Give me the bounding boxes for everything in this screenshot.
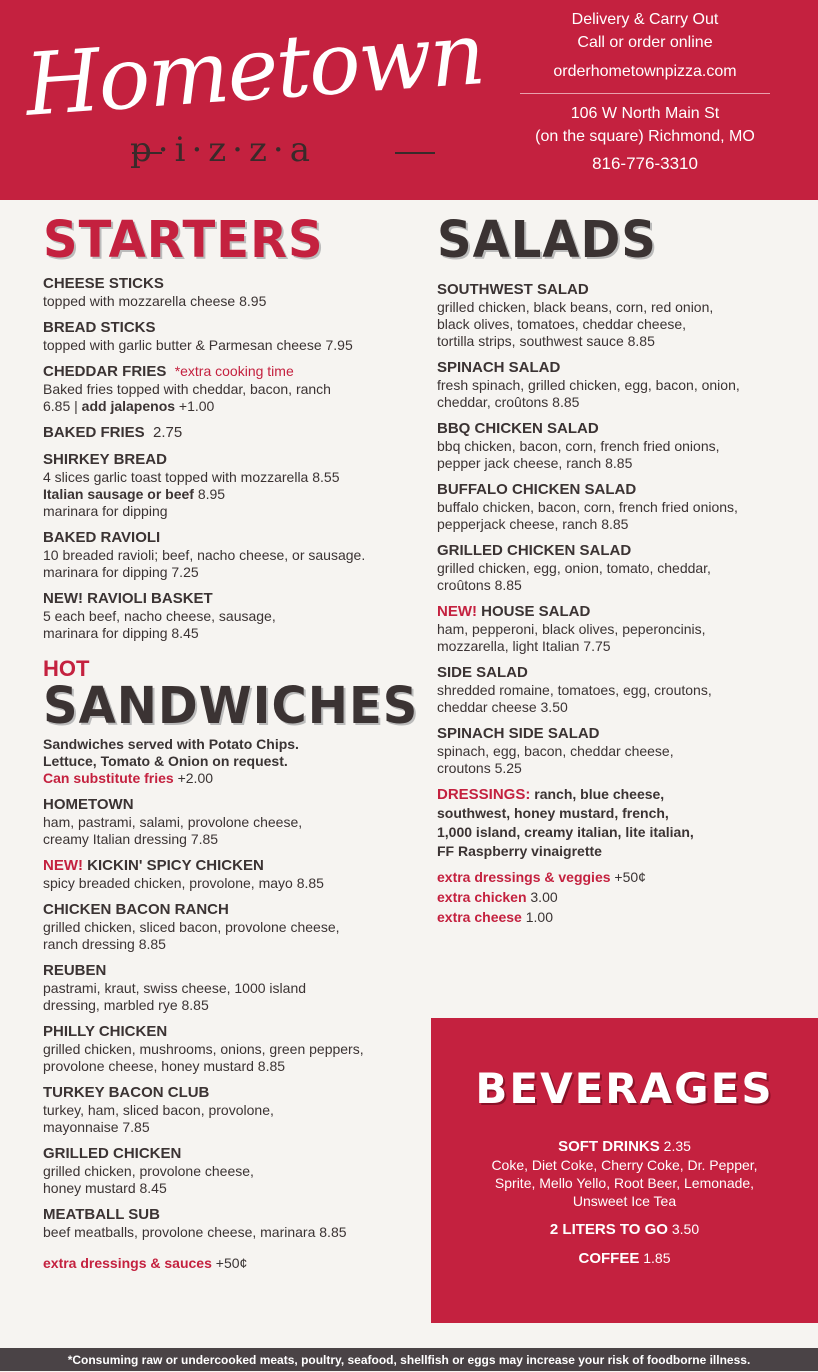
menu-item	[437, 480, 797, 533]
item-name: MEATBALL SUB	[43, 1206, 160, 1223]
menu-item	[43, 1144, 413, 1197]
liters-row	[431, 1220, 818, 1239]
item-desc-2	[43, 486, 413, 503]
item-addon-price: 8.95	[193, 486, 226, 502]
soft-drinks-list-1: Coke, Diet Coke, Cherry Coke, Dr. Pepper,	[491, 1157, 758, 1173]
item-desc: 5 each beef, nacho cheese, sausage,	[43, 608, 276, 624]
menu-item	[43, 528, 413, 581]
item-name: GRILLED CHICKEN SALAD	[437, 542, 632, 559]
extra-dressings: extra dressings & veggies	[437, 869, 611, 885]
liters-name: 2 LITERS TO GO	[549, 1221, 668, 1238]
item-desc-2: marinara for dipping 7.25	[43, 564, 199, 580]
item-desc-2: creamy Italian dressing 7.85	[43, 831, 219, 847]
item-name-row	[43, 423, 413, 442]
menu-item	[437, 724, 797, 777]
item-desc: beef meatballs, provolone cheese, marinara 8.85	[43, 1224, 347, 1240]
item-desc-2: pepper jack cheese, ranch 8.85	[437, 455, 633, 471]
item-desc-2: pepperjack cheese, ranch 8.85	[437, 516, 629, 532]
soft-drinks-list-3: Unsweet Ice Tea	[572, 1193, 677, 1209]
menu-item	[437, 419, 797, 472]
item-name-row	[43, 856, 413, 875]
menu-item	[43, 795, 413, 848]
substitute-text: Can substitute fries	[43, 770, 174, 786]
dressings-list-3: 1,000 island, creamy italian, lite italian,	[437, 824, 694, 840]
item-desc: fresh spinach, grilled chicken, egg, bacon, onion,	[437, 377, 740, 393]
item-desc-2: dressing, marbled rye 8.85	[43, 997, 209, 1013]
item-desc-2: croutons 5.25	[437, 760, 522, 776]
item-note: *extra cooking time	[174, 363, 294, 379]
item-desc-2: cheddar, croûtons 8.85	[437, 394, 580, 410]
item-desc-2	[43, 398, 413, 415]
menu-item	[43, 450, 413, 520]
extra-cheese: extra cheese	[437, 909, 522, 925]
item-name: SPINACH SIDE SALAD	[437, 725, 600, 742]
menu-item	[43, 900, 413, 953]
menu-item	[437, 358, 797, 411]
item-name: GRILLED CHICKEN	[43, 1145, 182, 1162]
menu-item	[43, 423, 413, 442]
item-price: 2.75	[153, 424, 183, 441]
item-desc: ham, pastrami, salami, provolone cheese,	[43, 814, 303, 830]
item-desc: grilled chicken, black beans, corn, red onion,	[437, 299, 714, 315]
extras-price: +50¢	[211, 1255, 248, 1271]
item-name: BREAD STICKS	[43, 319, 156, 336]
item-desc: grilled chicken, mushrooms, onions, green peppers,	[43, 1041, 364, 1057]
item-name: TURKEY BACON CLUB	[43, 1084, 210, 1101]
header-banner	[0, 0, 818, 200]
extra-chicken: extra chicken	[437, 889, 527, 905]
item-name: CHEESE STICKS	[43, 275, 164, 292]
item-name: SIDE SALAD	[437, 664, 528, 681]
item-desc: ham, pepperoni, black olives, peperoncinis,	[437, 621, 706, 637]
logo-pizza: p·i·z·z·a	[130, 130, 316, 170]
dressings-list-4: FF Raspberry vinaigrette	[437, 843, 602, 859]
salads-title: SALADS	[437, 210, 657, 270]
left-column	[43, 210, 419, 1271]
delivery-text: Delivery & Carry Out	[571, 11, 719, 28]
item-name: KICKIN' SPICY CHICKEN	[83, 857, 264, 874]
website-link[interactable]: orderhometownpizza.com	[553, 63, 737, 80]
coffee-price: 1.85	[639, 1250, 671, 1266]
item-desc: buffalo chicken, bacon, corn, french fried onions,	[437, 499, 738, 515]
extra-cheese-price: 1.00	[521, 909, 553, 925]
item-desc: 10 breaded ravioli; beef, nacho cheese, or sausage.	[43, 547, 366, 563]
menu-item	[43, 856, 413, 892]
salad-extra-2	[437, 887, 797, 907]
item-addon: Italian sausage or beef	[43, 486, 194, 502]
phone-number[interactable]: 816-776-3310	[592, 154, 698, 173]
address-line-2: (on the square) Richmond, MO	[535, 128, 755, 145]
item-desc: grilled chicken, sliced bacon, provolone cheese,	[43, 919, 340, 935]
item-desc: grilled chicken, provolone cheese,	[43, 1163, 254, 1179]
menu-item	[43, 1022, 413, 1075]
item-desc: turkey, ham, sliced bacon, provolone,	[43, 1102, 274, 1118]
soft-drinks-list-2: Sprite, Mello Yello, Root Beer, Lemonade,	[494, 1175, 755, 1191]
item-desc-2: black olives, tomatoes, cheddar cheese,	[437, 316, 687, 332]
item-desc-2: ranch dressing 8.85	[43, 936, 166, 952]
item-desc: topped with garlic butter & Parmesan cheese 7.95	[43, 337, 353, 353]
menu-item	[437, 602, 797, 655]
dressings-row	[437, 785, 797, 804]
menu-item	[43, 318, 413, 354]
item-desc-2: mozzarella, light Italian 7.75	[437, 638, 611, 654]
extras-text: extra dressings & sauces	[43, 1255, 212, 1271]
item-desc-2: honey mustard 8.45	[43, 1180, 167, 1196]
extra-dressings-price: +50¢	[610, 869, 646, 885]
beverages-panel	[431, 1018, 818, 1323]
liters-price: 3.50	[667, 1221, 700, 1237]
logo-rule-right	[395, 152, 435, 154]
item-addon-price: +1.00	[175, 398, 215, 414]
menu-item	[43, 589, 413, 642]
menu-item	[43, 961, 413, 1014]
salad-extra-3	[437, 907, 797, 927]
item-desc: shredded romaine, tomatoes, egg, croutons,	[437, 682, 712, 698]
sandwich-extras	[43, 1255, 413, 1271]
item-name: HOUSE SALAD	[477, 603, 591, 620]
item-name: BAKED FRIES	[43, 424, 145, 441]
coffee-row	[431, 1249, 818, 1268]
address-line-1: 106 W North Main St	[570, 105, 720, 122]
substitute-price: +2.00	[173, 770, 214, 786]
menu-item	[437, 663, 797, 716]
dressings-label: DRESSINGS:	[437, 786, 531, 803]
item-name: HOMETOWN	[43, 796, 134, 813]
dressings-list-1: ranch, blue cheese,	[530, 786, 665, 802]
item-desc-2: provolone cheese, honey mustard 8.85	[43, 1058, 286, 1074]
soft-drinks-price: 2.35	[659, 1138, 691, 1154]
item-desc-3: tortilla strips, southwest sauce 8.85	[437, 333, 655, 349]
soft-drinks-name: SOFT DRINKS	[558, 1138, 660, 1155]
item-name: SHIRKEY BREAD	[43, 451, 167, 468]
sandwich-substitute	[43, 770, 413, 787]
new-badge: NEW!	[43, 857, 83, 874]
coffee-name: COFFEE	[578, 1250, 640, 1267]
item-desc: Baked fries topped with cheddar, bacon, ranch	[43, 381, 331, 397]
item-name: NEW! RAVIOLI BASKET	[43, 590, 213, 607]
item-desc-2: marinara for dipping 8.45	[43, 625, 199, 641]
item-name: CHICKEN BACON RANCH	[43, 901, 229, 918]
item-desc-2: mayonnaise 7.85	[43, 1119, 150, 1135]
item-name: BBQ CHICKEN SALAD	[437, 420, 599, 437]
item-desc: 4 slices garlic toast topped with mozzarella 8.55	[43, 469, 340, 485]
item-name-row	[43, 362, 413, 381]
item-desc: bbq chicken, bacon, corn, french fried onions,	[437, 438, 720, 454]
logo-script: Hometown	[22, 4, 487, 136]
call-text: Call or order online	[577, 34, 713, 51]
salad-extra-1	[437, 867, 797, 887]
item-desc-2: cheddar cheese 3.50	[437, 699, 568, 715]
item-name: BAKED RAVIOLI	[43, 529, 161, 546]
dressings-list-2: southwest, honey mustard, french,	[437, 805, 669, 821]
item-desc: spicy breaded chicken, provolone, mayo 8.85	[43, 875, 324, 891]
item-name: BUFFALO CHICKEN SALAD	[437, 481, 637, 498]
divider	[520, 93, 770, 94]
sandwiches-title: SANDWICHES	[43, 676, 419, 736]
new-badge: NEW!	[437, 603, 477, 620]
item-desc: spinach, egg, bacon, cheddar cheese,	[437, 743, 674, 759]
footer-disclaimer: *Consuming raw or undercooked meats, poultry, seafood, shellfish or eggs may increase your risk of foodborne illness.	[0, 1348, 818, 1371]
item-addon: add jalapenos	[81, 398, 176, 414]
menu-item	[43, 274, 413, 310]
item-desc-2: croûtons 8.85	[437, 577, 522, 593]
item-name: REUBEN	[43, 962, 107, 979]
starters-title: STARTERS	[43, 210, 324, 270]
item-desc: topped with mozzarella cheese 8.95	[43, 293, 267, 309]
menu-item	[43, 362, 413, 415]
menu-item	[43, 1205, 413, 1241]
sandwich-intro-2: Lettuce, Tomato & Onion on request.	[43, 753, 288, 769]
dressings-block	[437, 785, 797, 861]
item-desc: grilled chicken, egg, onion, tomato, cheddar,	[437, 560, 711, 576]
item-name: PHILLY CHICKEN	[43, 1023, 168, 1040]
menu-item	[43, 1083, 413, 1136]
sandwich-intro-1: Sandwiches served with Potato Chips.	[43, 736, 299, 752]
menu-item	[437, 541, 797, 594]
menu-item	[437, 280, 797, 350]
right-column	[437, 210, 797, 927]
extra-chicken-price: 3.00	[526, 889, 558, 905]
item-desc: pastrami, kraut, swiss cheese, 1000 island	[43, 980, 307, 996]
contact-info	[520, 8, 770, 174]
item-name: CHEDDAR FRIES	[43, 363, 167, 380]
item-name: SOUTHWEST SALAD	[437, 281, 589, 298]
item-name-row	[437, 602, 797, 621]
item-desc-3: marinara for dipping	[43, 503, 168, 519]
hot-label: HOT	[43, 656, 90, 681]
soft-drinks-row	[431, 1137, 818, 1156]
item-price: 6.85 |	[43, 398, 82, 414]
beverages-title: BEVERAGES	[475, 1064, 774, 1113]
item-name: SPINACH SALAD	[437, 359, 561, 376]
